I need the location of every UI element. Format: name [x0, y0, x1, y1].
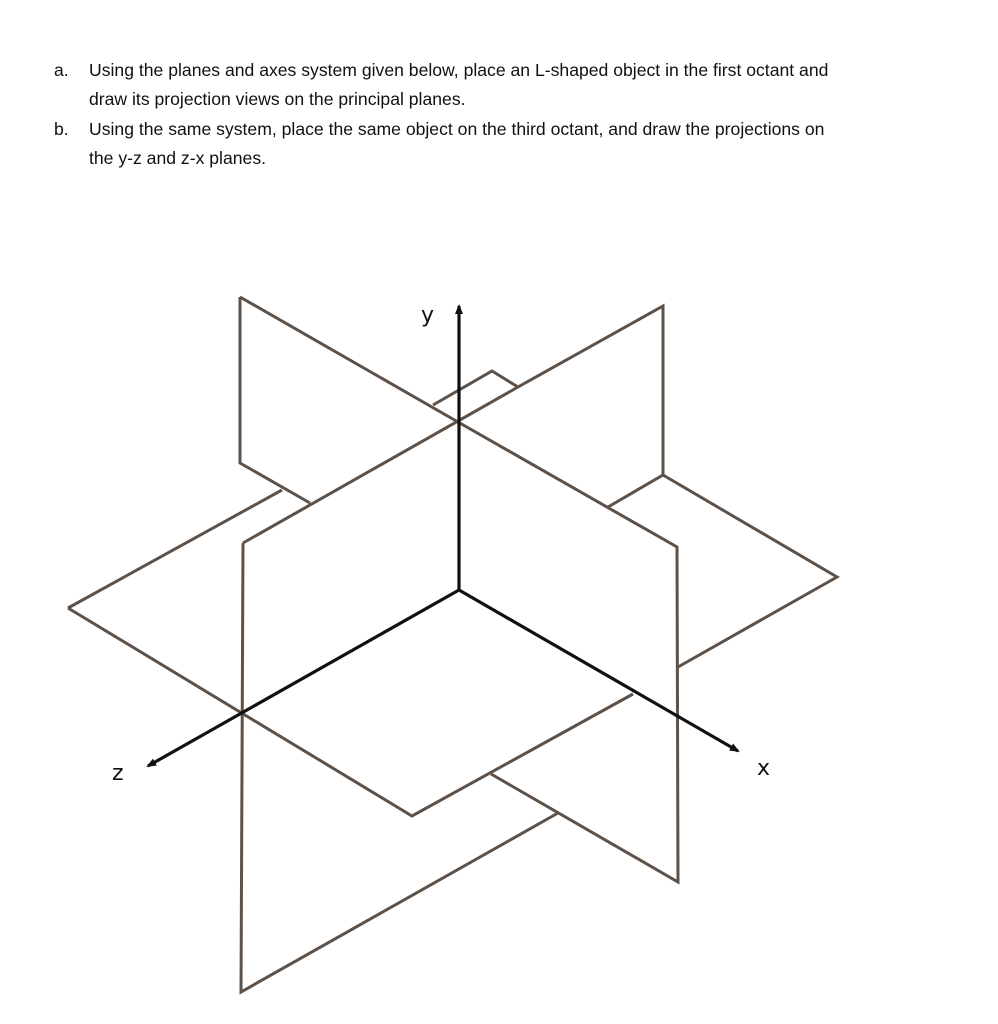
horizontal-plane-right-corner: [663, 475, 837, 667]
x-axis: [459, 590, 738, 751]
side-vertical-plane-bottom-edge: [241, 543, 558, 992]
question-a-marker: a.: [54, 60, 69, 80]
z-axis: [148, 590, 459, 766]
z-axis-label: z: [112, 761, 124, 786]
y-axis-label: y: [421, 303, 435, 328]
question-a-line-2: draw its projection views on the principal planes.: [89, 89, 466, 109]
question-b-line-1: Using the same system, place the same object on the third octant, and draw the projections on: [89, 119, 825, 139]
question-b-marker: b.: [54, 119, 69, 139]
side-vertical-plane-top-edge: [243, 306, 663, 543]
x-axis-label: x: [757, 756, 771, 781]
horizontal-plane-right-edge: [433, 371, 518, 405]
horizontal-plane-front-edge: [68, 608, 633, 816]
question-a-line-1: Using the planes and axes system given below, place an L-shaped object in the first octant and: [89, 60, 829, 80]
horizontal-plane-back-edge: [68, 490, 282, 608]
back-vertical-plane-left-edge: [240, 297, 310, 503]
question-b-line-2: the y-z and z-x planes.: [89, 148, 267, 168]
